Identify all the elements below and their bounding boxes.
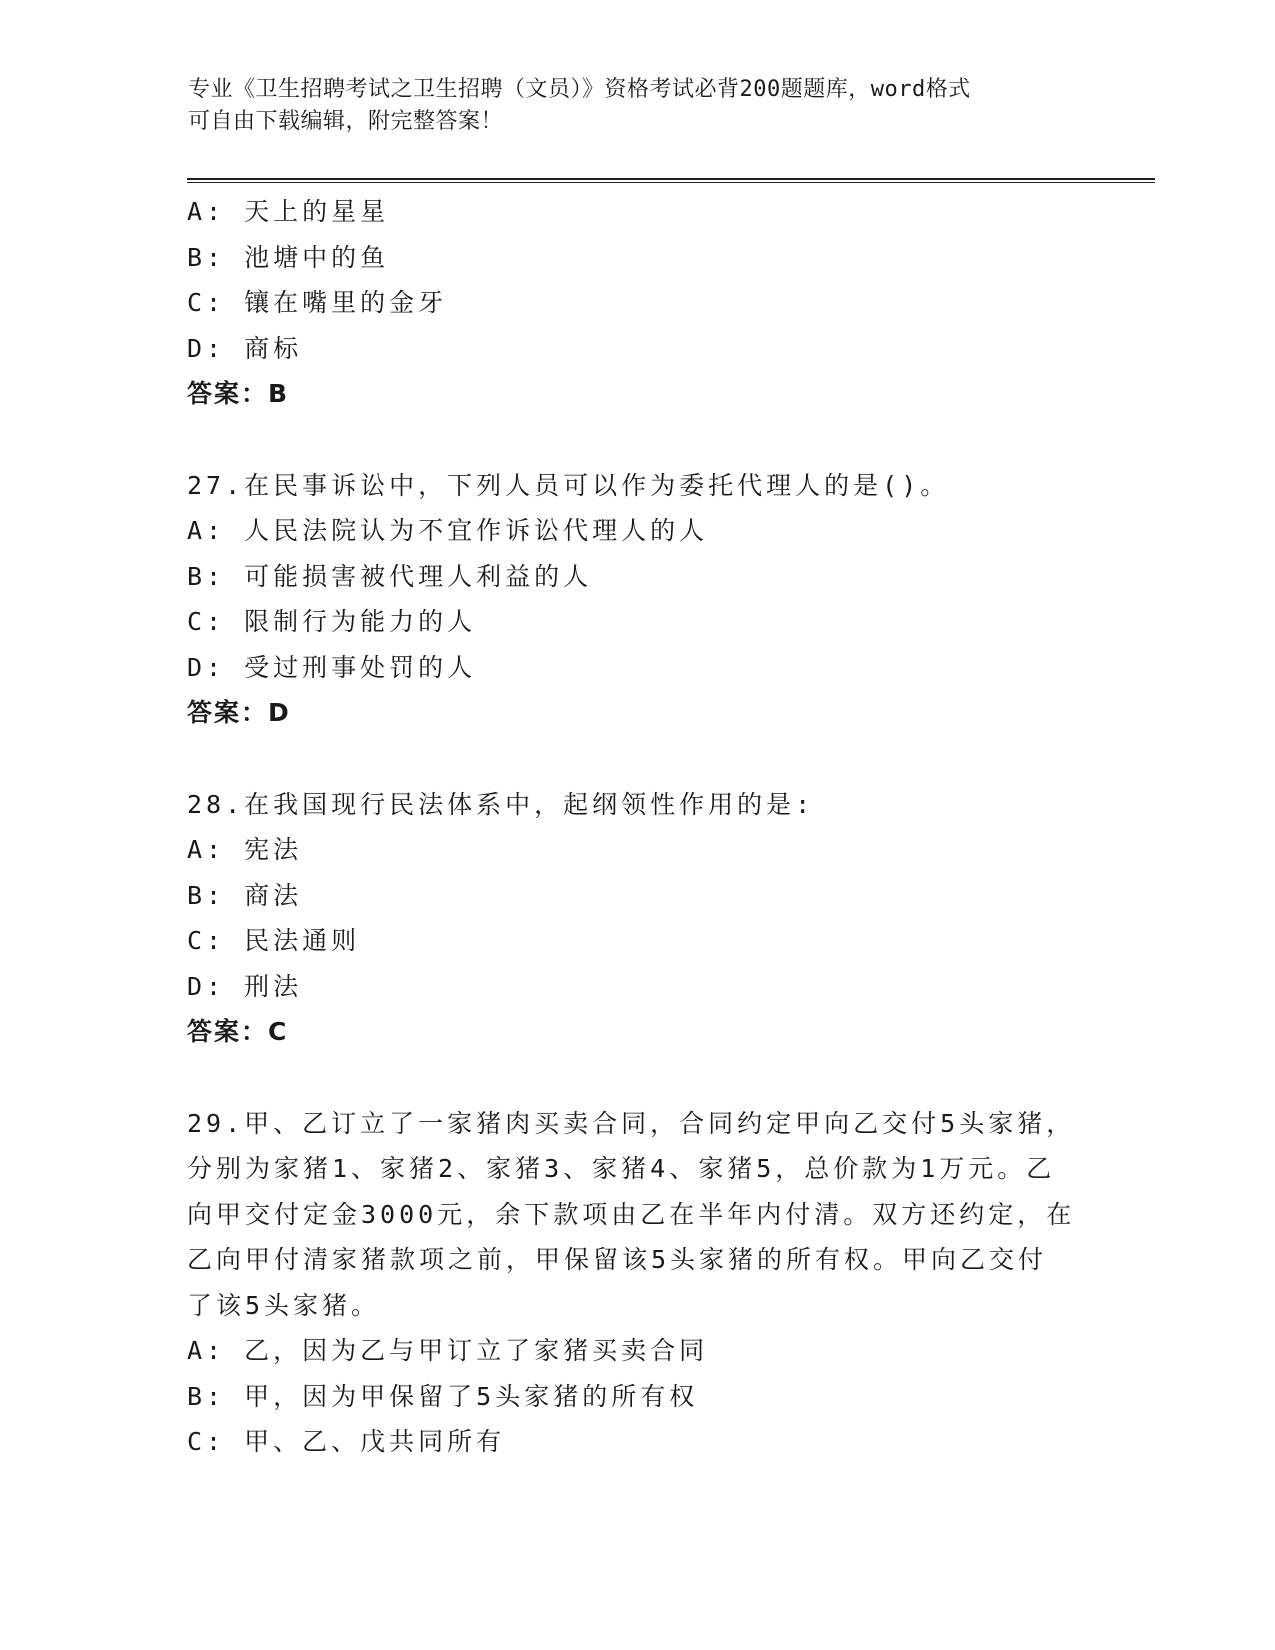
option-d: D: 商标 <box>187 333 303 363</box>
question-29 <box>187 1101 1087 1465</box>
question-stem-line-3: 向甲交付定金3000元，余下款项由乙在半年内付清。双方还约定，在 <box>187 1199 1076 1229</box>
header-title-line-1: 专业《卫生招聘考试之卫生招聘（文员）》资格考试必背200题题库，word格式 <box>188 77 971 102</box>
option-b: B: 商法 <box>187 880 303 910</box>
answer-line: 答案：D <box>187 698 291 727</box>
option-d: D: 受过刑事处罚的人 <box>187 652 477 682</box>
question-stem-line-4: 乙向甲付清家猪款项之前，甲保留该5头家猪的所有权。甲向乙交付 <box>187 1245 1048 1274</box>
question-list <box>187 189 1087 1465</box>
option-a: A: 乙，因为乙与甲订立了家猪买卖合同 <box>187 1336 709 1365</box>
option-c: C: 民法通则 <box>187 926 361 955</box>
option-b: B: 池塘中的鱼 <box>187 242 390 272</box>
question-stem-line-2: 分别为家猪1、家猪2、家猪3、家猪4、家猪5，总价款为1万元。乙 <box>187 1154 1056 1183</box>
question-stem-line-5: 了该5头家猪。 <box>187 1290 381 1320</box>
answer-line: 答案：B <box>187 379 290 408</box>
option-c: C: 镶在嘴里的金牙 <box>187 288 448 317</box>
document-header <box>188 74 1088 138</box>
spacer <box>187 417 1087 463</box>
option-a: A: 人民法院认为不宜作诉讼代理人的人 <box>187 516 709 545</box>
answer-line: 答案：C <box>187 1017 289 1046</box>
option-c: C: 甲、乙、戊共同所有 <box>187 1427 506 1456</box>
question-27 <box>187 463 1087 736</box>
question-stem: 28.在我国现行民法体系中，起纲领性作用的是: <box>187 789 815 819</box>
question-28 <box>187 782 1087 1055</box>
option-a: A: 天上的星星 <box>187 197 390 226</box>
option-c: C: 限制行为能力的人 <box>187 607 477 636</box>
spacer <box>187 736 1087 782</box>
option-b: B: 甲，因为甲保留了5头家猪的所有权 <box>187 1381 699 1411</box>
question-stem-line-1: 29.甲、乙订立了一家猪肉买卖合同，合同约定甲向乙交付5头家猪， <box>187 1108 1076 1138</box>
question-26 <box>187 189 1087 417</box>
spacer <box>187 1055 1087 1101</box>
header-divider <box>187 178 1155 183</box>
question-stem: 27.在民事诉讼中，下列人员可以作为委托代理人的是()。 <box>187 470 950 500</box>
option-d: D: 刑法 <box>187 971 303 1001</box>
header-title-line-2: 可自由下载编辑，附完整答案！ <box>188 109 504 134</box>
option-a: A: 宪法 <box>187 835 303 864</box>
option-b: B: 可能损害被代理人利益的人 <box>187 561 593 591</box>
